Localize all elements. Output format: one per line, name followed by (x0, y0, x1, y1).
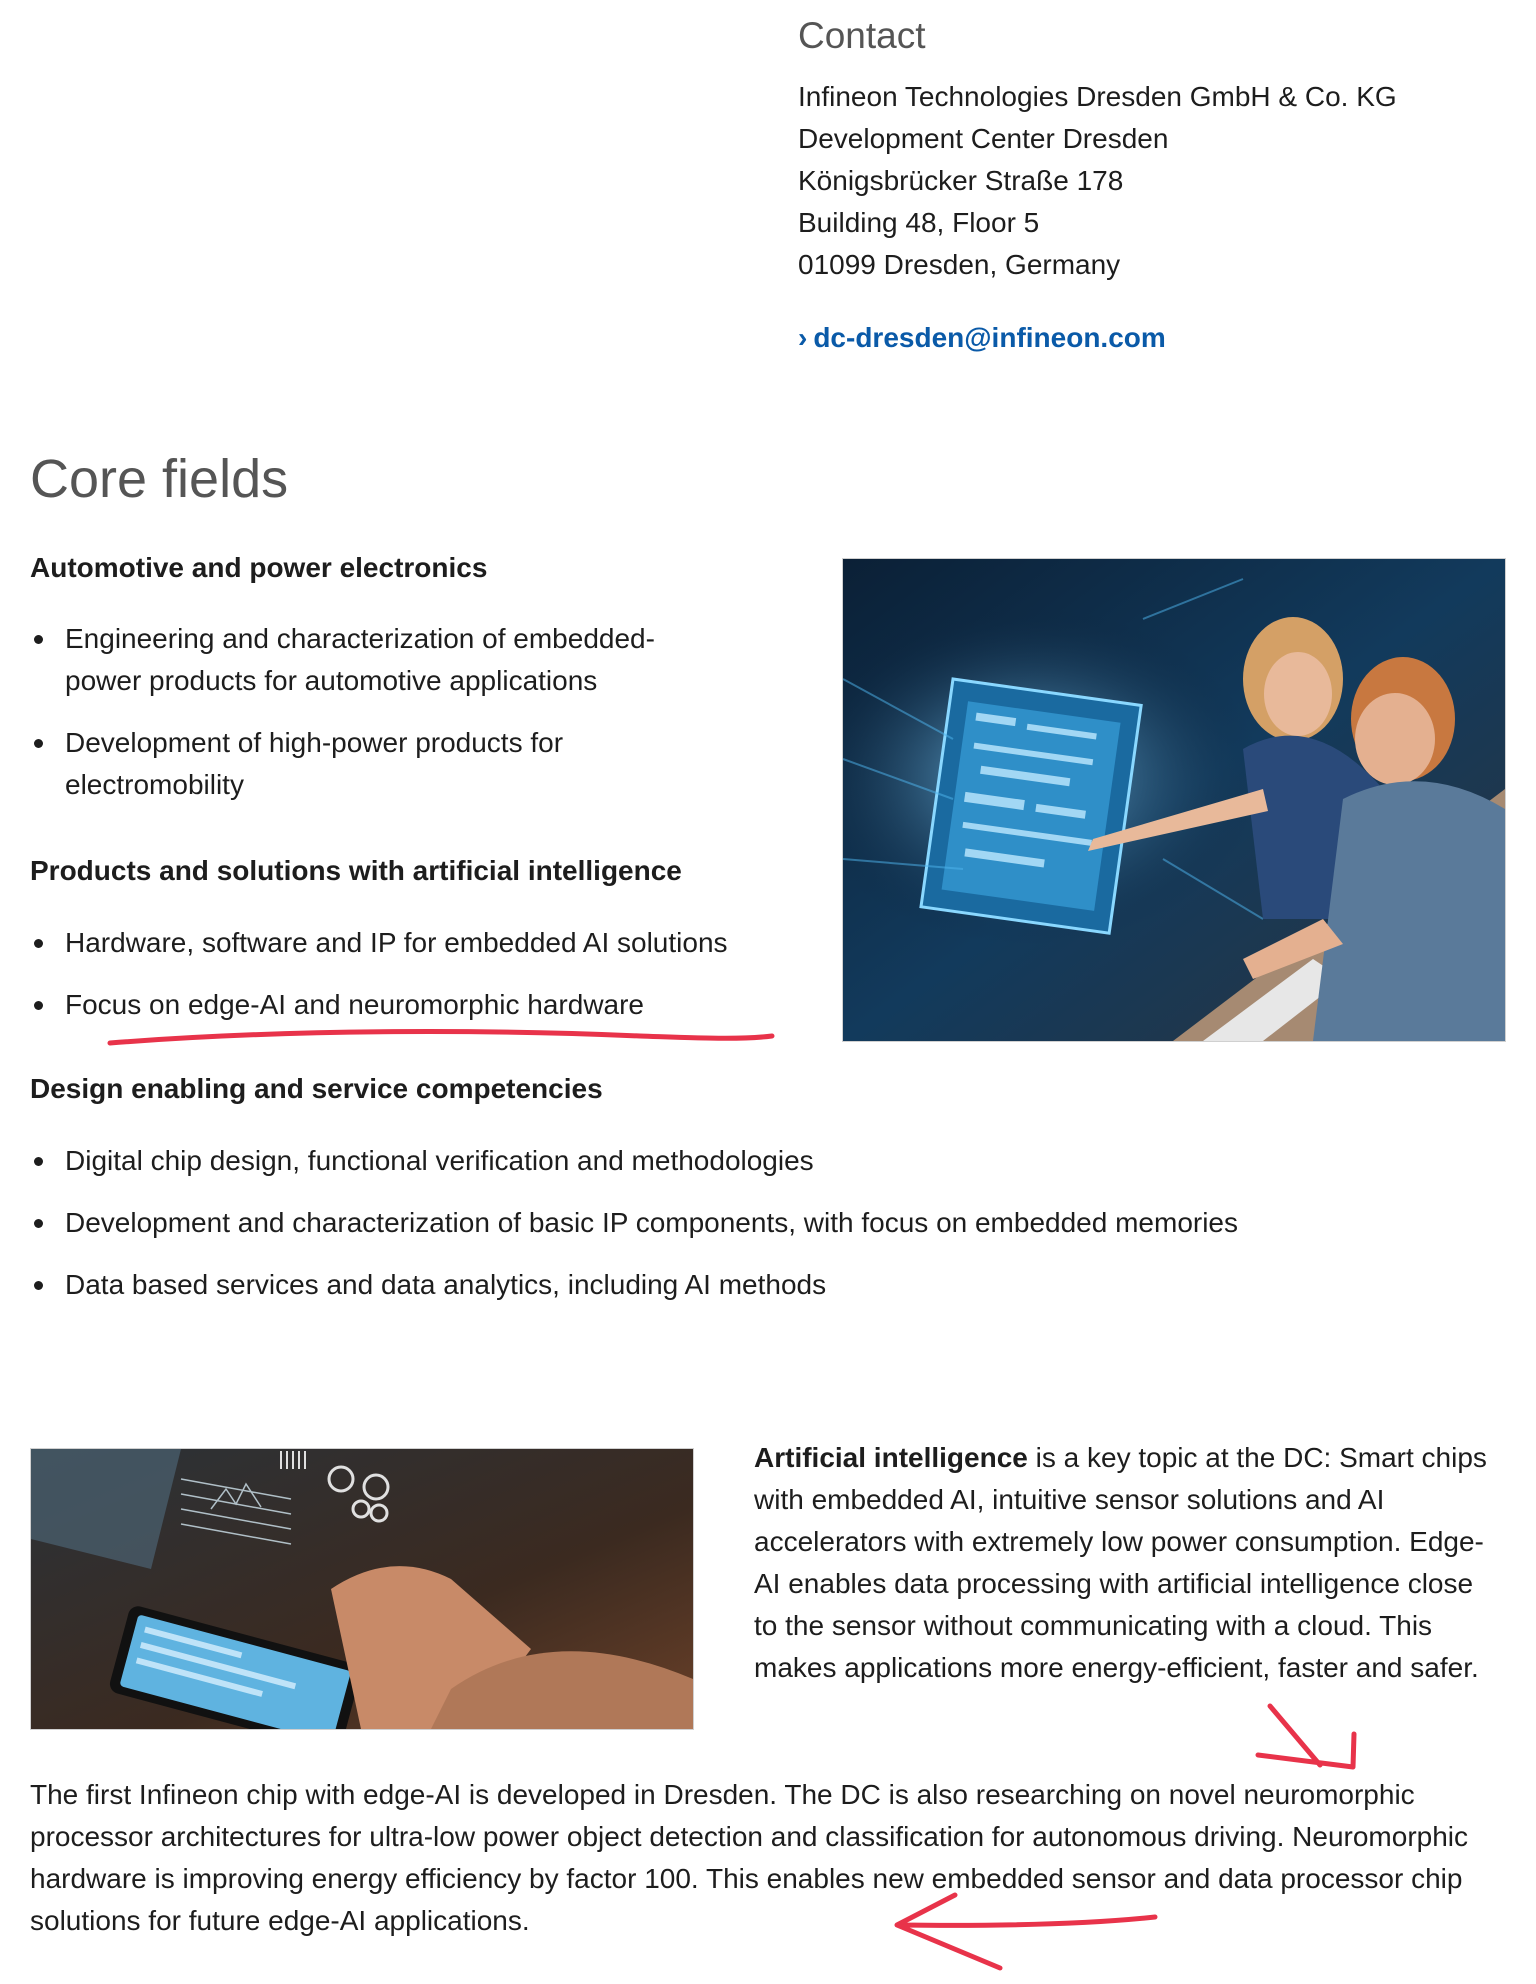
address-line: Development Center Dresden (798, 123, 1169, 154)
address-line: 01099 Dresden, Germany (798, 249, 1121, 280)
list-item: Hardware, software and IP for embedded AI solutions (30, 922, 790, 964)
photo-engineers-chip (842, 558, 1506, 1042)
email-text: dc-dresden@infineon.com (813, 322, 1166, 353)
list-item: Development of high-power products for electromobility (30, 722, 730, 806)
address-line: Building 48, Floor 5 (798, 207, 1040, 238)
photo-engineers-chip-graphic (843, 559, 1505, 1041)
contact-email-link[interactable] (798, 318, 1166, 358)
address-line: Königsbrücker Straße 178 (798, 165, 1124, 196)
contact-block (798, 12, 1498, 358)
list-automotive (30, 618, 730, 826)
ai-paragraph-bold-lead: Artificial intelligence (754, 1442, 1028, 1473)
contact-title: Contact (798, 15, 926, 56)
list-item: Development and characterization of basic IP components, with focus on embedded memories (30, 1202, 1430, 1244)
down-arrow-annotation (1258, 1706, 1354, 1767)
bottom-paragraph: The first Infineon chip with edge-AI is developed in Dresden. The DC is also researching on novel neuromorphic processor architectures for ultra-low power object detection and classification for autonomous driving. Neuromorphic hardware is improving energy efficiency by factor 100. This enables new embedded sensor and data processor chip solutions for future edge-AI applications. (30, 1779, 1469, 1936)
list-item: Engineering and characterization of embedded-power products for automotive applications (30, 618, 730, 702)
list-item: Data based services and data analytics, including AI methods (30, 1264, 1430, 1306)
address-line: Infineon Technologies Dresden GmbH & Co. KG (798, 81, 1397, 112)
photo-smartphone-hologram (30, 1448, 694, 1730)
section-heading-automotive: Automotive and power electronics (30, 552, 488, 583)
photo-smartphone-graphic (31, 1449, 693, 1729)
ai-paragraph (754, 1437, 1504, 1689)
list-ai (30, 922, 790, 1046)
core-fields-title: Core fields (30, 449, 289, 509)
chevron-right-icon: › (798, 322, 808, 353)
contact-address (798, 76, 1498, 286)
list-item: Focus on edge-AI and neuromorphic hardware (30, 984, 790, 1026)
list-design (30, 1140, 1430, 1326)
ai-paragraph-text: is a key topic at the DC: Smart chips with embedded AI, intuitive sensor solutions and AI accelerators with extremely low power consumption. Edge-AI enables data processing with artificial intelligence close to the sensor without communicating with a cloud. This makes applications more energy-efficient, faster and safer. (754, 1442, 1487, 1683)
section-heading-ai: Products and solutions with artificial intelligence (30, 855, 682, 886)
section-heading-design: Design enabling and service competencies (30, 1073, 603, 1104)
list-item: Digital chip design, functional verification and methodologies (30, 1140, 1430, 1182)
